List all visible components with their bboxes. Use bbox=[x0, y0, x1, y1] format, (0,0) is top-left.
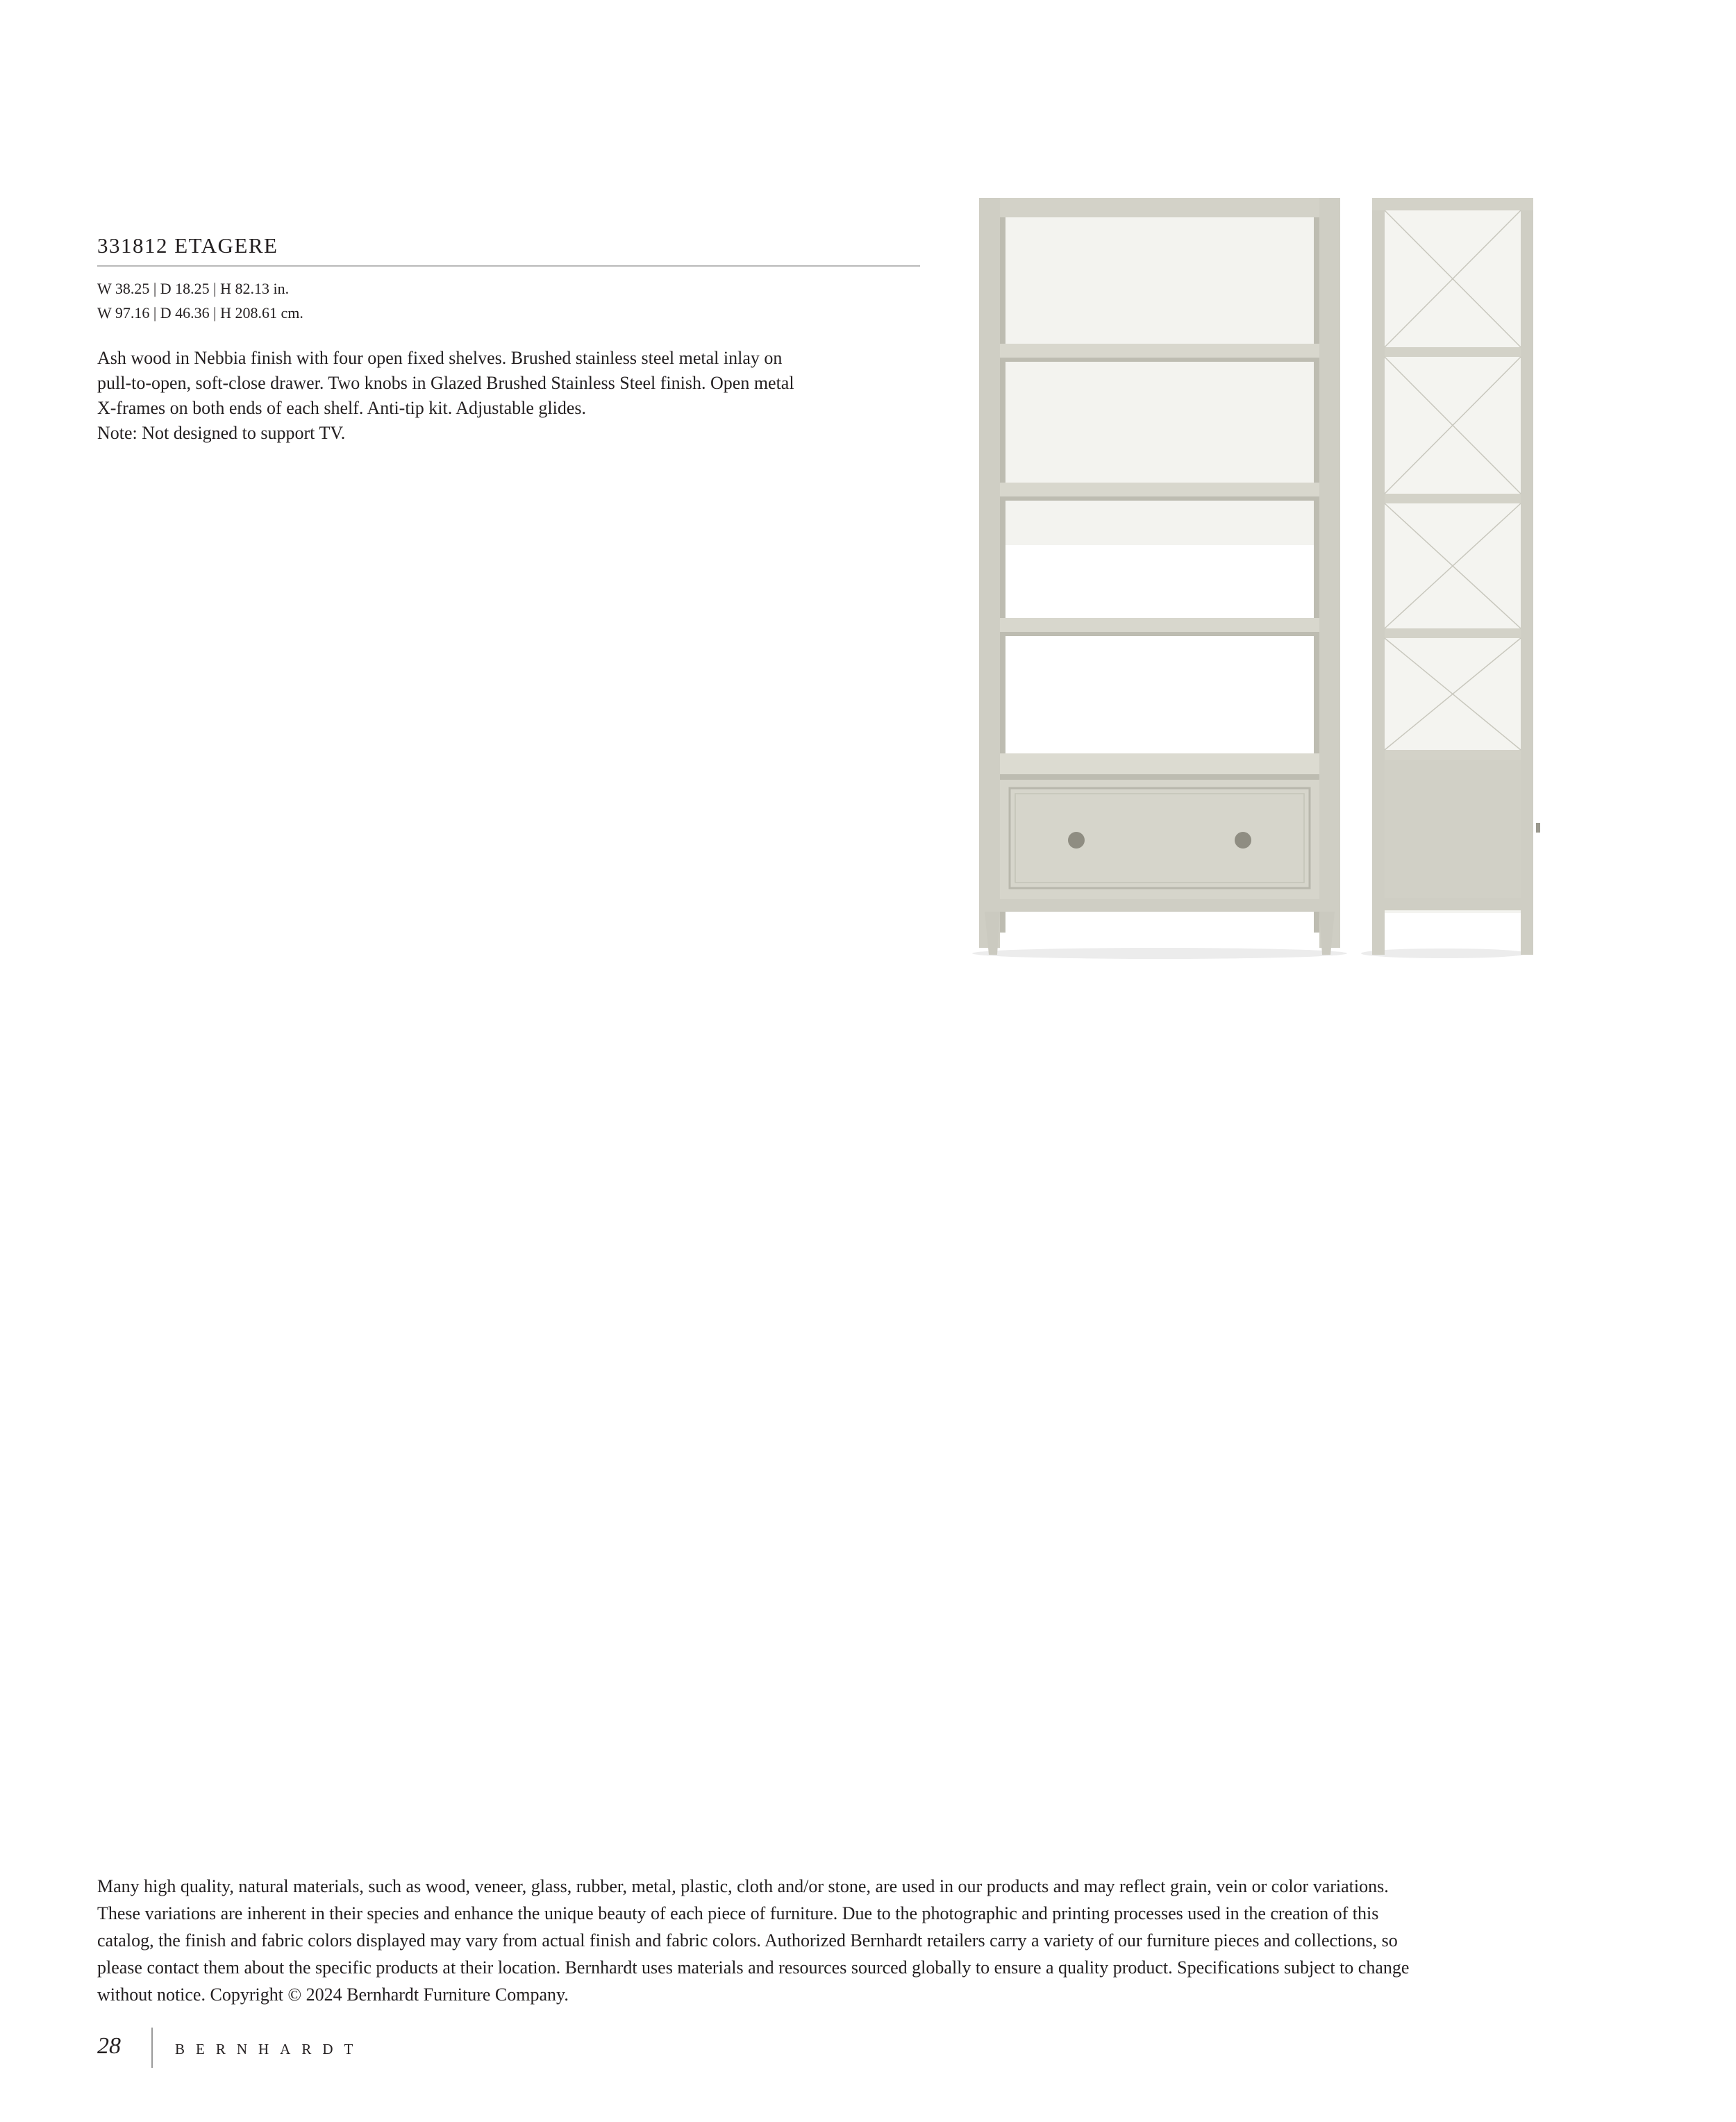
description-line: Ash wood in Nebbia finish with four open fixed shelves. Brushed stainless steel metal inlay on bbox=[97, 348, 783, 368]
product-description bbox=[97, 346, 930, 446]
disclaimer-line: These variations are inherent in their species and enhance the unique beauty of each piece of furniture. Due to the photographic and printing processes used in the creation of this bbox=[97, 1903, 1379, 1923]
footer-divider bbox=[151, 2028, 153, 2068]
disclaimer bbox=[97, 1873, 1646, 2008]
disclaimer-line: Many high quality, natural materials, such as wood, veneer, glass, rubber, metal, plastic, cloth and/or stone, are used in our products and may reflect grain, vein or color variations. bbox=[97, 1876, 1389, 1896]
product-title: 331812 ETAGERE bbox=[97, 233, 278, 258]
page-number: 28 bbox=[97, 2033, 121, 2059]
disclaimer-line: catalog, the finish and fabric colors displayed may vary from actual finish and fabric colors. Authorized Bernhardt retailers carry a variety of our furniture pieces and collections, so bbox=[97, 1930, 1398, 1950]
dimensions-centimeters: W 97.16 | D 46.36 | H 208.61 cm. bbox=[97, 304, 303, 321]
product-photo bbox=[965, 191, 1562, 976]
dimensions-inches: W 38.25 | D 18.25 | H 82.13 in. bbox=[97, 280, 290, 297]
dimensions bbox=[97, 276, 303, 325]
description-line: Note: Not designed to support TV. bbox=[97, 423, 346, 443]
disclaimer-line: without notice. Copyright © 2024 Bernhardt Furniture Company. bbox=[97, 1985, 569, 2005]
description-line: pull-to-open, soft-close drawer. Two knobs in Glazed Brushed Stainless Steel finish. Open metal bbox=[97, 373, 794, 393]
disclaimer-line: please contact them about the specific products at their location. Bernhardt uses materials and resources sourced globally to ensure a quality product. Specifications subject to change bbox=[97, 1957, 1410, 1978]
brand-wordmark: BERNHARDT bbox=[175, 2041, 365, 2057]
etagere-front-view bbox=[972, 198, 1347, 959]
title-rule bbox=[97, 265, 920, 267]
description-line: X-frames on both ends of each shelf. Anti-tip kit. Adjustable glides. bbox=[97, 398, 587, 418]
etagere-side-view bbox=[1361, 198, 1540, 958]
